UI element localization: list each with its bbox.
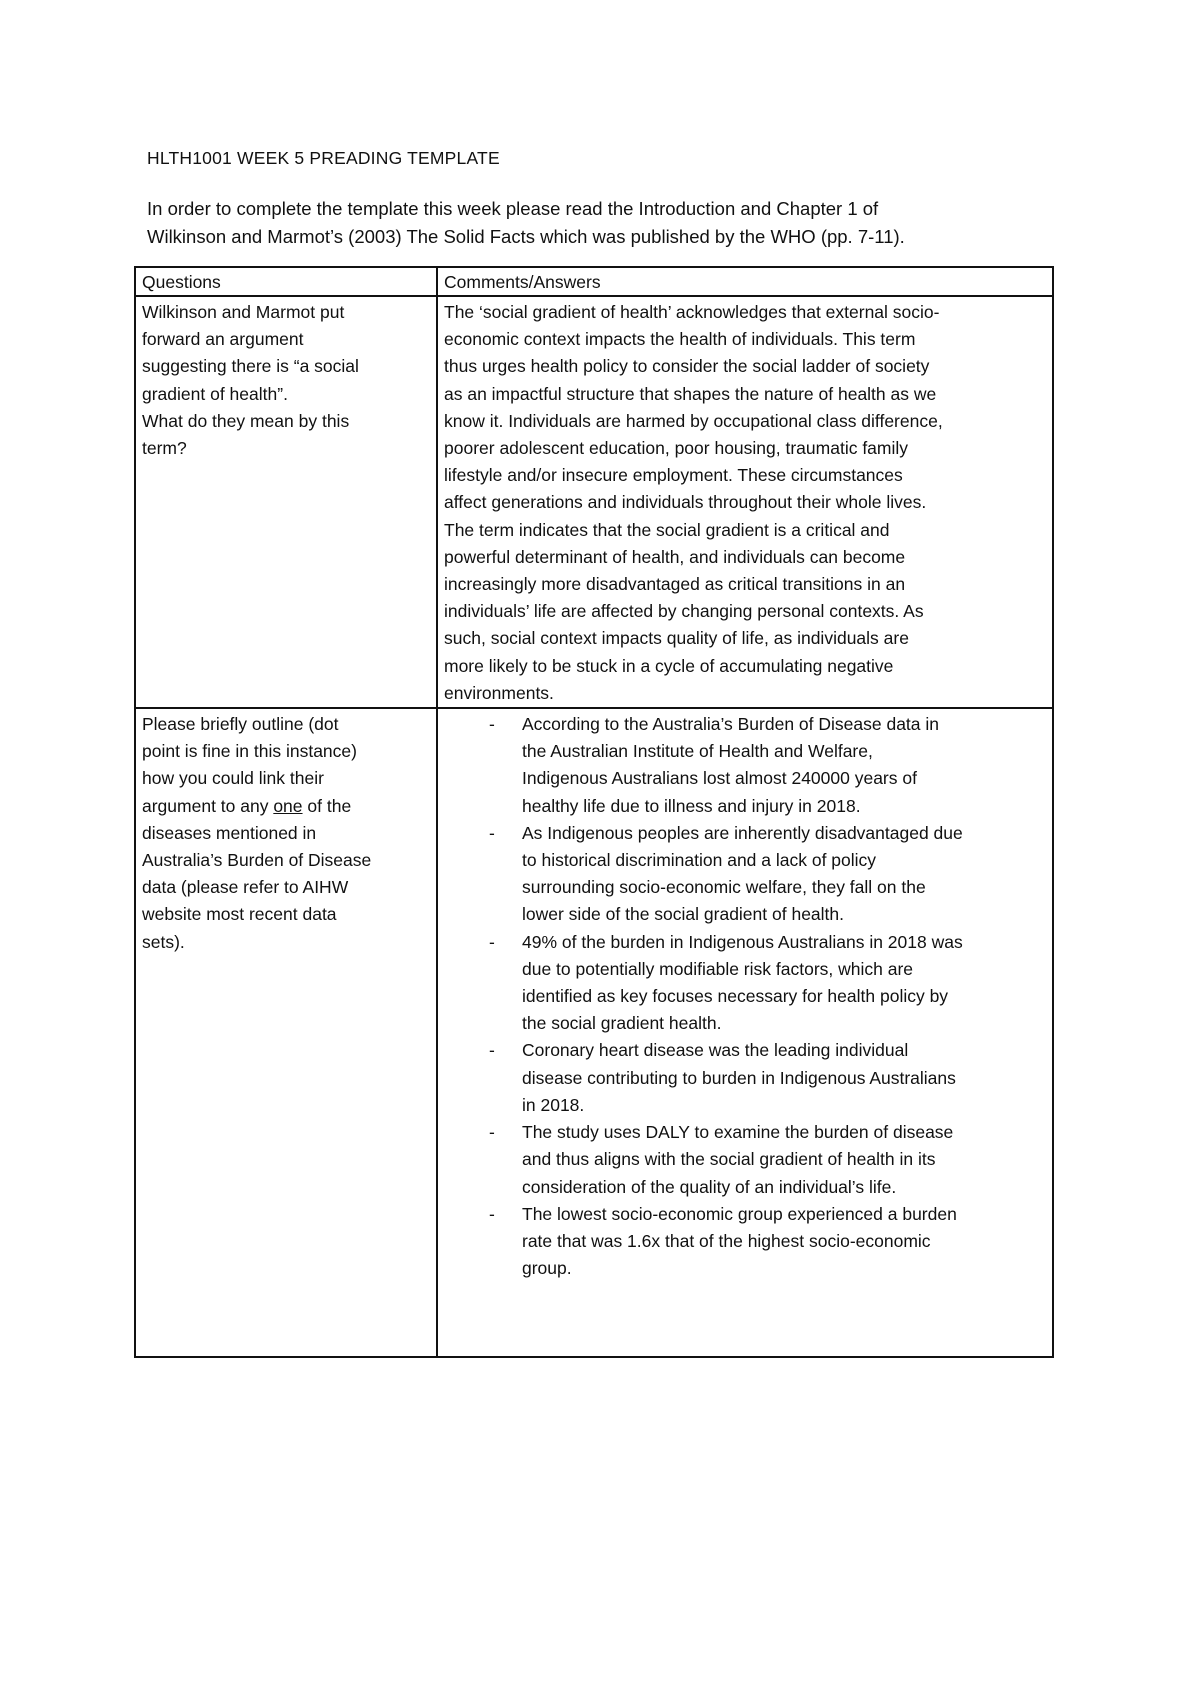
answers-header: Comments/Answers — [437, 267, 1053, 296]
bullet-dash: - — [489, 1040, 495, 1061]
bullet-line: consideration of the quality of an individual’s life. — [522, 1176, 897, 1197]
question-line: term? — [142, 438, 187, 459]
bullet-dash: - — [489, 931, 495, 952]
answer-line: The ‘social gradient of health’ acknowledges that external socio- — [444, 302, 940, 322]
bullet-line: surrounding socio-economic welfare, they fall on the — [522, 877, 926, 898]
question-line: diseases mentioned in — [142, 822, 317, 843]
answer-line: individuals’ life are affected by changing personal contexts. As — [444, 601, 924, 622]
answer-cell — [437, 296, 1053, 708]
bullet-dash: - — [489, 1122, 495, 1143]
question-line: sets). — [142, 931, 185, 952]
bullet-dash: - — [489, 1203, 495, 1224]
bullet-line: identified as key focuses necessary for health policy by — [522, 986, 949, 1007]
bullet-dash: - — [489, 714, 495, 735]
answer-line: increasingly more disadvantaged as critical transitions in an — [444, 574, 906, 595]
question-line: gradient of health”. — [142, 383, 288, 404]
answer-line: The term indicates that the social gradient is a critical and — [444, 519, 890, 540]
bullet-line: due to potentially modifiable risk factors, which are — [522, 958, 914, 979]
intro-line: Wilkinson and Marmot’s (2003) The Solid Facts which was published by the WHO (pp. 7-11). — [147, 226, 905, 247]
list-item — [444, 1201, 1046, 1283]
bullet-line: The study uses DALY to examine the burden of disease — [522, 1122, 954, 1143]
list-item — [444, 711, 1046, 820]
bullet-line: rate that was 1.6x that of the highest socio-economic — [522, 1230, 931, 1251]
qa-table — [134, 266, 1054, 1358]
table-row — [135, 296, 1053, 708]
table-row — [135, 708, 1053, 1357]
bullet-line: The lowest socio-economic group experienced a burden — [522, 1203, 957, 1224]
question-text: argument to any — [142, 795, 274, 816]
intro-line: In order to complete the template this week please read the Introduction and Chapter 1 of — [147, 198, 879, 219]
answer-line: affect generations and individuals throughout their whole lives. — [444, 492, 927, 513]
question-cell — [135, 296, 437, 708]
bullet-line: Coronary heart disease was the leading individual — [522, 1040, 909, 1061]
question-cell — [135, 708, 437, 1357]
table-header-row — [135, 267, 1053, 296]
answer-line: powerful determinant of health, and individuals can become — [444, 546, 906, 567]
question-line: forward an argument — [142, 329, 304, 350]
bullet-line: to historical discrimination and a lack of policy — [522, 850, 877, 871]
bullet-line: lower side of the social gradient of health. — [522, 904, 844, 925]
bullet-line: and thus aligns with the social gradient of health in its — [522, 1149, 936, 1170]
question-line: Please briefly outline (dot — [142, 714, 339, 735]
question-line: What do they mean by this — [142, 410, 350, 431]
bullet-line: disease contributing to burden in Indigenous Australians — [522, 1067, 956, 1088]
answer-line: know it. Individuals are harmed by occupational class difference, — [444, 410, 943, 431]
question-line — [142, 793, 430, 820]
bullet-line: the Australian Institute of Health and Welfare, — [522, 741, 873, 762]
list-item — [444, 820, 1046, 929]
bullet-line: 49% of the burden in Indigenous Australians in 2018 was — [522, 931, 963, 952]
answer-line: lifestyle and/or insecure employment. These circumstances — [444, 465, 903, 486]
answer-line: environments. — [444, 682, 554, 703]
answer-line: more likely to be stuck in a cycle of accumulating negative — [444, 655, 894, 676]
intro-paragraph — [147, 195, 1047, 251]
bullet-dash: - — [489, 822, 495, 843]
answer-line: poorer adolescent education, poor housing, traumatic family — [444, 438, 909, 459]
underlined-word: one — [273, 795, 303, 816]
bullet-line: in 2018. — [522, 1094, 585, 1115]
bullet-line: Indigenous Australians lost almost 240000 years of — [522, 768, 917, 789]
question-line: point is fine in this instance) — [142, 741, 357, 762]
list-item — [444, 1119, 1046, 1201]
answer-line: such, social context impacts quality of life, as individuals are — [444, 628, 909, 649]
question-text: of the — [302, 795, 352, 816]
question-line: Wilkinson and Marmot put — [142, 302, 345, 322]
answer-bullet-list — [444, 711, 1046, 1282]
question-line: how you could link their — [142, 768, 324, 789]
answer-cell — [437, 708, 1053, 1357]
answer-line: as an impactful structure that shapes the nature of health as we — [444, 383, 937, 404]
answer-line: economic context impacts the health of individuals. This term — [444, 329, 916, 350]
list-item — [444, 929, 1046, 1038]
list-item — [444, 1037, 1046, 1119]
bullet-line: group. — [522, 1258, 572, 1279]
questions-header: Questions — [135, 267, 437, 296]
question-line: website most recent data — [142, 904, 337, 925]
document-title: HLTH1001 WEEK 5 PREADING TEMPLATE — [147, 148, 500, 168]
answer-line: thus urges health policy to consider the social ladder of society — [444, 356, 930, 377]
question-line: suggesting there is “a social — [142, 356, 359, 377]
question-line: data (please refer to AIHW — [142, 877, 349, 898]
bullet-line: healthy life due to illness and injury in 2018. — [522, 795, 861, 816]
bullet-line: As Indigenous peoples are inherently disadvantaged due — [522, 822, 963, 843]
bullet-line: the social gradient health. — [522, 1013, 722, 1034]
question-line: Australia’s Burden of Disease — [142, 850, 372, 871]
bullet-line: According to the Australia’s Burden of Disease data in — [522, 714, 940, 735]
